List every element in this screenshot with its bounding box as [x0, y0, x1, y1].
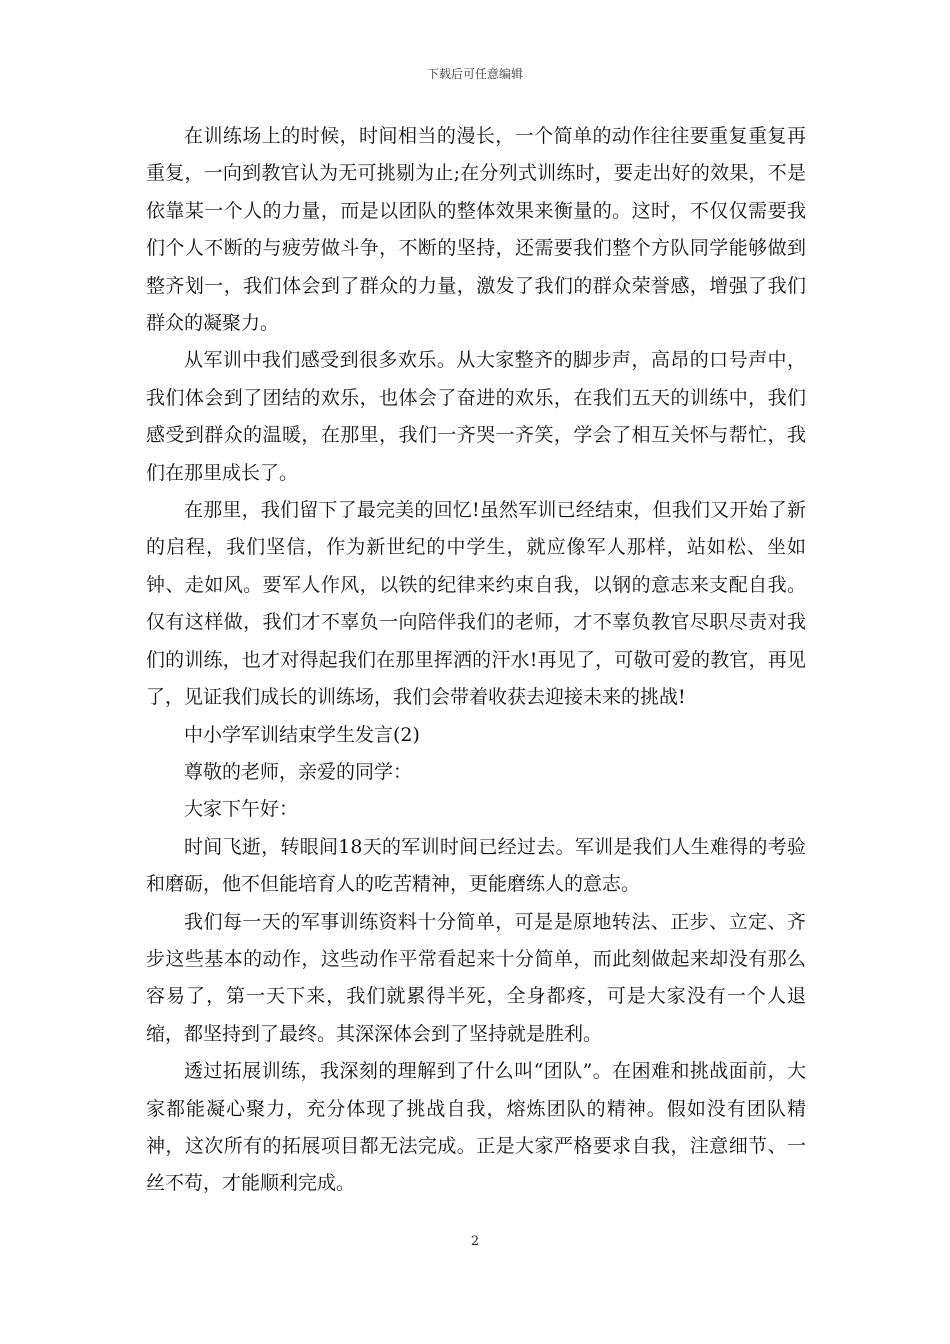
paragraph-joy: 从军训中我们感受到很多欢乐。从大家整齐的脚步声，高昂的口号声中，我们体会到了团结的欢乐，也体会了奋进的欢乐，在我们五天的训练中，我们感受到群众的温暖，在那里，我们一齐哭一齐笑，学会了相互关怀与帮忙，我们在那里成长了。 [146, 349, 806, 484]
document-body [146, 118, 806, 1203]
paragraph-training-field: 在训练场上的时候，时间相当的漫长，一个简单的动作往往要重复重复再重复，一向到教官认为无可挑剔为止;在分列式训练时，要走出好的效果，不是依靠某一个人的力量，而是以团队的整体效果来衡量的。这时，不仅仅需要我们个人不断的与疲劳做斗争，不断的坚持，还需要我们整个方队同学能够做到整齐划一，我们体会到了群众的力量，激发了我们的群众荣誉感，增强了我们群众的凝聚力。 [146, 125, 806, 335]
paragraph-time-flies: 时间飞逝，转眼间18天的军训时间已经过去。军训是我们人生难得的考验和磨砺，他不但能培育人的吃苦精神，更能磨练人的意志。 [146, 835, 806, 896]
salutation: 尊敬的老师，亲爱的同学： [184, 760, 413, 783]
paragraph-team: 透过拓展训练，我深刻的理解到了什么叫“团队”。在困难和挑战面前，大家都能凝心聚力，充分体现了挑战自我，熔炼团队的精神。假如没有团队精神，这次所有的拓展项目都无法完成。正是大家严格要求自我，注意细节、一丝不苟，才能顺利完成。 [146, 1060, 806, 1195]
paragraph-daily-training: 我们每一天的军事训练资料十分简单，可是是原地转法、正步、立定、齐步这些基本的动作，这些动作平常看起来十分简单，而此刻做起来却没有那么容易了，第一天下来，我们就累得半死，全身都疼，可是大家没有一个人退缩，都坚持到了最终。其深深体会到了坚持就是胜利。 [146, 910, 806, 1045]
paragraph-memories: 在那里，我们留下了最完美的回忆!虽然军训已经结束，但我们又开始了新的启程，我们坚信，作为新世纪的中学生，就应像军人那样，站如松、坐如钟、走如风。要军人作风，以铁的纪律来约束自我，以钢的意志来支配自我。仅有这样做，我们才不辜负一向陪伴我们的老师，才不辜负教官尽职尽责对我们的训练，也才对得起我们在那里挥洒的汗水!再见了，可敬可爱的教官，再见了，见证我们成长的训练场，我们会带着收获去迎接未来的挑战! [146, 499, 806, 709]
page-header: 下载后可任意编辑 [426, 67, 523, 81]
greeting: 大家下午好： [184, 798, 299, 821]
page-number: 2 [470, 1234, 480, 1249]
section-title: 中小学军训结束学生发言(2) [184, 723, 420, 746]
